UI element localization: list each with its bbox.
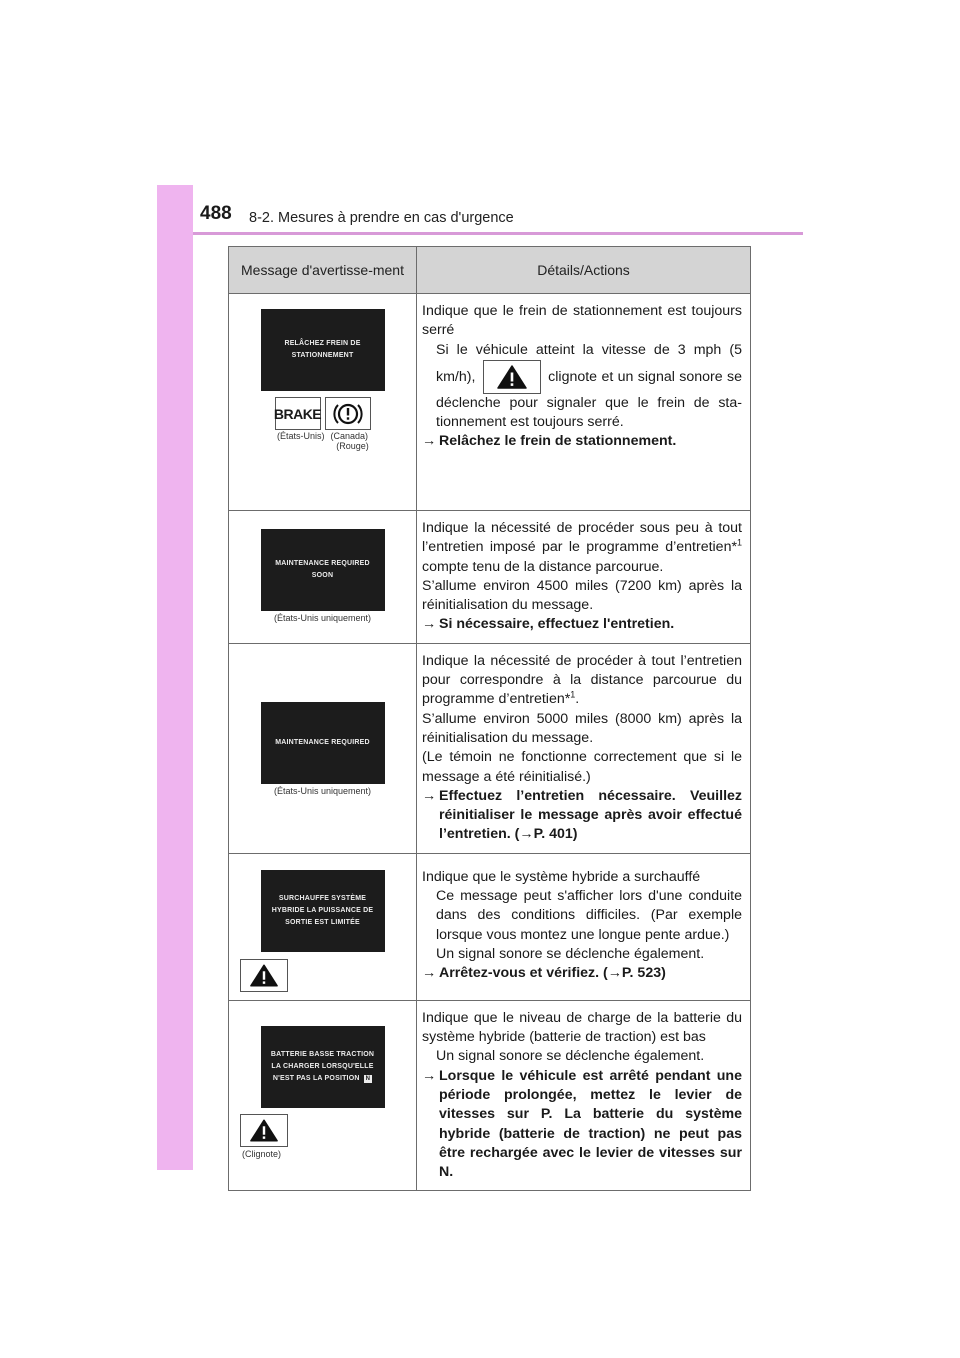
screen-line: RELÂCHEZ FREIN DE — [284, 340, 361, 347]
details-cell — [417, 643, 751, 853]
table-row — [229, 511, 751, 644]
details-cell — [417, 853, 751, 1000]
brake-label: BRAKE — [273, 405, 322, 422]
details-text-part: Indique la nécessité de procéder sous peu à tout l’entretien imposé par le programme d’entretien* — [422, 520, 742, 556]
action-text — [422, 615, 742, 634]
message-image-cell — [229, 511, 417, 644]
details-text — [422, 652, 742, 710]
warning-message-table — [228, 246, 751, 1191]
arrow-icon: → — [422, 787, 437, 804]
details-text — [422, 341, 742, 433]
screen-line: MAINTENANCE REQUIRED — [275, 738, 370, 746]
details-text: Un signal sonore se déclenche également. — [436, 945, 705, 962]
action-text — [422, 1067, 742, 1183]
caption-usa-only: (États-Unis uniquement) — [273, 613, 372, 623]
caption-usa-only: (États-Unis uniquement) — [273, 785, 372, 796]
table-row — [229, 1000, 751, 1191]
header-rule — [193, 232, 803, 235]
screen-line: SURCHAUFFE SYSTÈME — [278, 894, 367, 902]
action-label: Arrêtez-vous et vérifiez. (→P. 523) — [439, 965, 666, 982]
details-text: Indique que le frein de stationnement est toujours serré — [422, 303, 742, 339]
warning-triangle-icon — [240, 1114, 288, 1147]
details-text-part: . — [575, 691, 580, 708]
warning-triangle-icon — [240, 959, 288, 992]
screen-line-text: N'EST PAS LA POSITION — [272, 1074, 360, 1082]
arrow-icon: → — [422, 433, 437, 450]
col-header-message: Message d'avertisse-ment — [229, 247, 417, 294]
brake-icon — [275, 397, 321, 430]
display-screen — [261, 529, 385, 611]
action-text — [422, 432, 742, 451]
message-image-cell — [229, 643, 417, 853]
caption-red: (Rouge) — [336, 441, 369, 451]
details-text-part: Si le véhicule atteint la vitesse de 3 mph (5 km/h), — [436, 341, 742, 385]
message-image-cell — [229, 853, 417, 1000]
screen-line — [261, 1073, 385, 1085]
arrow-icon: → — [422, 616, 437, 633]
arrow-icon: → — [422, 1067, 437, 1084]
details-text-part: compte tenu de la distance parcourue. — [422, 558, 664, 575]
details-text — [422, 519, 742, 577]
caption-usa: (États-Unis) — [276, 431, 325, 441]
screen-line: HYBRIDE LA PUISSANCE DE — [271, 906, 374, 914]
message-image-cell — [229, 294, 417, 511]
table-row — [229, 294, 751, 511]
section-title: 8-2. Mesures à prendre en cas d'urgence — [249, 210, 514, 226]
side-tab — [157, 185, 193, 1170]
table-row — [229, 643, 751, 853]
action-label: Lorsque le véhicule est arrêté pendant une période prolongée, mettez le levier de vitesses sur P. La batterie du système hybride (batterie de traction) ne peut pas être rechargée avec le levier de vitesses sur N. — [439, 1067, 742, 1181]
brake-warning-circle-icon — [325, 397, 371, 430]
action-text — [422, 964, 742, 983]
screen-line: LA CHARGER LORSQU'ELLE — [271, 1062, 374, 1070]
details-text: (Le témoin ne fonctionne correctement que si le message a été réinitialisé.) — [422, 749, 742, 785]
details-text: Indique que le niveau de charge de la batterie du système hybride (batterie de traction) est bas — [422, 1009, 742, 1046]
display-screen — [261, 702, 385, 784]
screen-line: SOON — [311, 572, 334, 579]
details-text-part: clignote et un signal sonore se déclenche pour signaler que le frein de sta-tionnement est toujours serré. — [436, 368, 742, 431]
screen-line: STATIONNEMENT — [291, 352, 354, 359]
details-text-part: Indique la nécessité de procéder à tout l’entretien pour correspondre à la distance parcourue du programme d’entretien* — [422, 652, 742, 708]
details-text: Indique que le système hybride a surchauffé — [422, 868, 701, 885]
details-text: S’allume environ 5000 miles (8000 km) après la réinitialisation du message. — [422, 710, 742, 746]
details-text: Un signal sonore se déclenche également. — [436, 1048, 705, 1065]
action-label: Effectuez l’entretien nécessaire. Veuillez réinitialiser le message après avoir effectué l’entretien. (→P. 401) — [439, 787, 742, 843]
action-label: Relâchez le frein de stationnement. — [439, 433, 677, 450]
details-text: Ce message peut s'afficher lors d'une conduite dans des conditions difficiles. (Par exemple lorsque vous montez une longue pente ardue.) — [436, 888, 742, 943]
caption-blinks: (Clignote) — [242, 1148, 282, 1159]
footnote-ref: 1 — [570, 689, 576, 700]
screen-line: SORTIE EST LIMITÉE — [285, 918, 360, 926]
details-cell — [417, 294, 751, 511]
display-screen — [261, 309, 385, 391]
display-screen — [261, 1026, 385, 1108]
caption-canada: (Canada) — [330, 431, 369, 441]
screen-line: MAINTENANCE REQUIRED — [275, 560, 370, 567]
table-header-row — [229, 247, 751, 294]
table-row — [229, 853, 751, 1000]
gear-n-badge: N — [365, 1075, 371, 1082]
screen-line: BATTERIE BASSE TRACTION — [270, 1050, 375, 1058]
col-header-details: Détails/Actions — [417, 247, 751, 294]
action-label: Si nécessaire, effectuez l'entretien. — [439, 616, 675, 633]
details-cell — [417, 511, 751, 644]
display-screen — [261, 870, 385, 952]
message-image-cell — [229, 1000, 417, 1191]
action-text — [422, 787, 742, 845]
page-number: 488 — [200, 203, 232, 224]
details-cell — [417, 1000, 751, 1191]
details-text: S’allume environ 4500 miles (7200 km) après la réinitialisation du message. — [422, 577, 742, 614]
footnote-ref: 1 — [736, 537, 742, 548]
warning-triangle-icon — [483, 360, 541, 394]
arrow-icon: → — [422, 965, 437, 982]
